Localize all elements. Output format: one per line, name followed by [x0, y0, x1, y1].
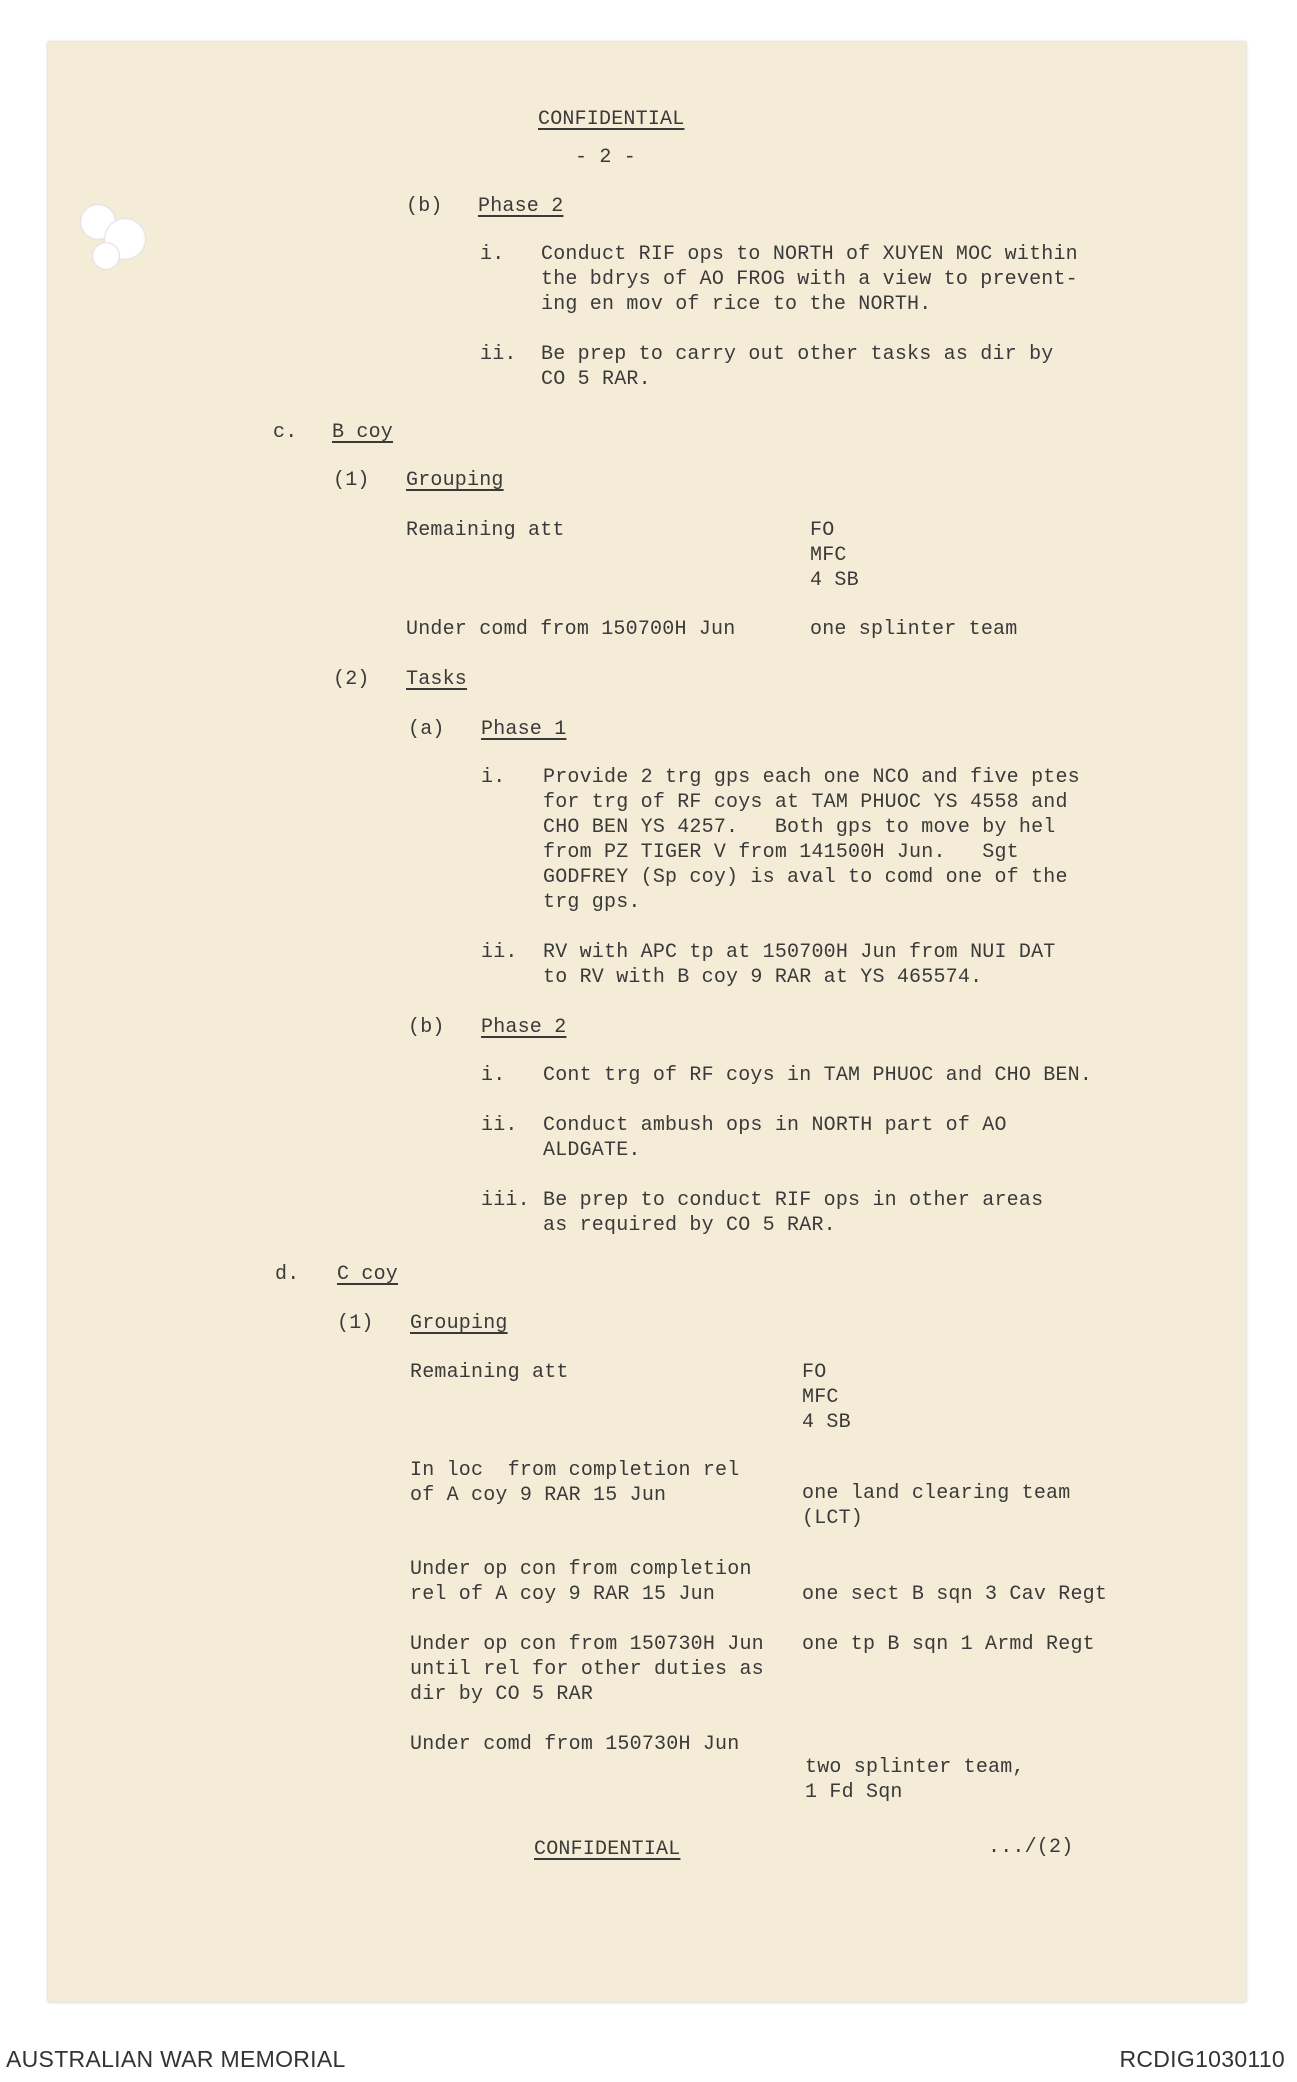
punch-hole — [92, 242, 120, 270]
grouping-right: two splinter team, — [805, 1756, 1025, 1779]
grouping-left: dir by CO 5 RAR — [410, 1683, 594, 1706]
grouping-right: one splinter team — [810, 618, 1018, 641]
item-line: Be prep to conduct RIF ops in other areas — [543, 1189, 1044, 1212]
section-letter: c. — [273, 421, 298, 444]
section-title: B coy — [332, 421, 394, 444]
item-line: to RV with B coy 9 RAR at YS 465574. — [543, 966, 983, 989]
grouping-left: Remaining att — [406, 519, 565, 542]
grouping-right: 1 Fd Sqn — [805, 1781, 903, 1804]
item-line: for trg of RF coys at TAM PHUOC YS 4558 and — [543, 791, 1068, 814]
subsection-title: Grouping — [410, 1312, 508, 1335]
phase-marker: (a) — [408, 718, 445, 741]
item-line: ALDGATE. — [543, 1139, 641, 1162]
grouping-right: MFC — [802, 1386, 839, 1409]
item-line: RV with APC tp at 150700H Jun from NUI DAT — [543, 941, 1056, 964]
grouping-left: of A coy 9 RAR 15 Jun — [410, 1484, 667, 1507]
item-number: ii. — [481, 941, 518, 964]
grouping-right: one tp B sqn 1 Armd Regt — [802, 1633, 1095, 1656]
item-line: Provide 2 trg gps each one NCO and five ptes — [543, 766, 1080, 789]
grouping-left: Under op con from completion — [410, 1558, 752, 1581]
item-line: trg gps. — [543, 891, 641, 914]
grouping-right: one sect B sqn 3 Cav Regt — [802, 1583, 1108, 1606]
item-line: CHO BEN YS 4257. Both gps to move by hel — [543, 816, 1056, 839]
item-line: Conduct ambush ops in NORTH part of AO — [543, 1114, 1007, 1137]
item-line: Be prep to carry out other tasks as dir by — [541, 343, 1054, 366]
section-letter: d. — [275, 1263, 300, 1286]
page-number: - 2 - — [575, 146, 637, 169]
grouping-left: In loc from completion rel — [410, 1459, 740, 1482]
continuation-marker: .../(2) — [988, 1836, 1074, 1859]
header-classification: CONFIDENTIAL — [538, 108, 685, 131]
subsection-number: (2) — [333, 668, 370, 691]
item-number: ii. — [480, 343, 517, 366]
phase-marker: (b) — [408, 1016, 445, 1039]
phase-title: Phase 1 — [481, 718, 567, 741]
footer-classification: CONFIDENTIAL — [534, 1838, 681, 1861]
grouping-left: Under comd from 150700H Jun — [406, 618, 736, 641]
grouping-left: Remaining att — [410, 1361, 569, 1384]
grouping-right: FO — [802, 1361, 827, 1384]
grouping-right: FO — [810, 519, 835, 542]
item-line: Conduct RIF ops to NORTH of XUYEN MOC within — [541, 243, 1078, 266]
grouping-left: Under op con from 150730H Jun — [410, 1633, 764, 1656]
subsection-number: (1) — [333, 469, 370, 492]
item-line: from PZ TIGER V from 141500H Jun. Sgt — [543, 841, 1019, 864]
item-line: GODFREY (Sp coy) is aval to comd one of the — [543, 866, 1068, 889]
item-number: ii. — [481, 1114, 518, 1137]
subsection-title: Grouping — [406, 469, 504, 492]
item-number: i. — [481, 766, 506, 789]
grouping-right: 4 SB — [810, 569, 859, 592]
grouping-right: one land clearing team — [802, 1482, 1071, 1505]
item-number: iii. — [481, 1189, 530, 1212]
grouping-left: Under comd from 150730H Jun — [410, 1733, 740, 1756]
grouping-right: (LCT) — [802, 1507, 864, 1530]
phase-title: Phase 2 — [478, 195, 564, 218]
archive-watermark-right: RCDIG1030110 — [1119, 2046, 1285, 2072]
item-line: the bdrys of AO FROG with a view to prevent- — [541, 268, 1078, 291]
section-title: C coy — [337, 1263, 399, 1286]
subsection-number: (1) — [337, 1312, 374, 1335]
subsection-title: Tasks — [406, 668, 468, 691]
grouping-left: rel of A coy 9 RAR 15 Jun — [410, 1583, 716, 1606]
document-page — [48, 42, 1246, 2002]
grouping-right: 4 SB — [802, 1411, 851, 1434]
grouping-right: MFC — [810, 544, 847, 567]
item-line: Cont trg of RF coys in TAM PHUOC and CHO BEN. — [543, 1064, 1093, 1087]
grouping-left: until rel for other duties as — [410, 1658, 764, 1681]
item-line: as required by CO 5 RAR. — [543, 1214, 836, 1237]
item-number: i. — [480, 243, 505, 266]
item-line: ing en mov of rice to the NORTH. — [541, 293, 932, 316]
archive-watermark-left: AUSTRALIAN WAR MEMORIAL — [6, 2046, 346, 2072]
phase-marker: (b) — [406, 195, 443, 218]
item-line: CO 5 RAR. — [541, 368, 651, 391]
item-number: i. — [481, 1064, 506, 1087]
phase-title: Phase 2 — [481, 1016, 567, 1039]
